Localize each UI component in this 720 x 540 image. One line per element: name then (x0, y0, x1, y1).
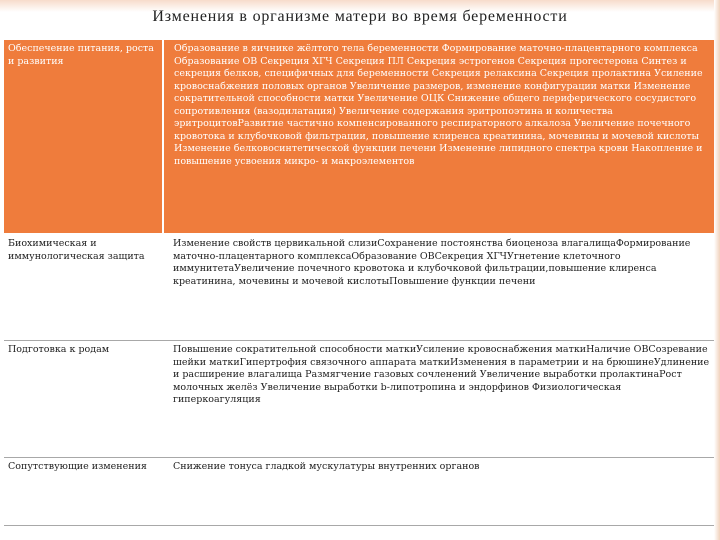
row-description: Снижение тонуса гладкой мускулатуры внутренних органов (163, 458, 714, 526)
table-row (4, 458, 714, 526)
row-description: Повышение сократительной способности маткиУсиление кровоснабжения маткиНаличие ОВСозревание шейки маткиГипертрофия связочного аппарата маткиИзменения в параметрии и на брюшинеУдлинение и расширение влагалища Размягчение газовых сочленений Увеличение выработки пролактинаРост молочных желёз Увеличение выработки b-липотропина и эндорфинов Физиологическая гиперкоагуляция (163, 341, 714, 458)
table-row (4, 341, 714, 458)
frame-right-decoration (714, 0, 720, 540)
row-description: Образование в яичнике жёлтого тела беременности Формирование маточно-плацентарного комплекса Образование ОВ Секреция ХГЧ Секреция ПЛ Секреция эстрогенов Секреция прогестерона Синтез и секреция белков, специфичных для беременности Секреция релаксина Секреция пролактина Усиление кровоснабжения половых органов Увеличение размеров, изменение конфигурации матки Изменение сократительной способности матки Увеличение ОЦК Снижение общего периферического сосудистого сопротивления (вазодилатация) Увеличение содержания эритропоэтина и количества эритроцитовРазвитие частично компенсированного респираторного алкалоза Увеличение почечного кровотока и клубочковой фильтрации, повышение клиренса креатинина, мочевины и мочевой кислоты Изменение белковосинтетической функции печени Изменение липидного спектра крови Накопление и повышение усвоения микро- и макроэлементов (163, 40, 714, 234)
changes-table (4, 40, 714, 526)
slide-title: Изменения в организме матери во время беременности (152, 8, 568, 25)
table-row (4, 40, 714, 234)
table-row (4, 234, 714, 341)
row-category: Обеспечение питания, роста и развития (4, 40, 163, 234)
row-description: Изменение свойств цервикальной слизиСохранение постоянства биоценоза влагалищаФормирование маточно-плацентарного комплексаОбразование ОВСекреция ХГЧУгнетение клеточного иммунитетаУвеличение почечного кровотока и клубочковой фильтрации,повышение клиренса креатинина, мочевины и мочевой кислотыПовышение функции печени (163, 234, 714, 341)
row-category: Подготовка к родам (4, 341, 163, 458)
row-category: Биохимическая и иммунологическая защита (4, 234, 163, 341)
row-category: Сопутствующие изменения (4, 458, 163, 526)
